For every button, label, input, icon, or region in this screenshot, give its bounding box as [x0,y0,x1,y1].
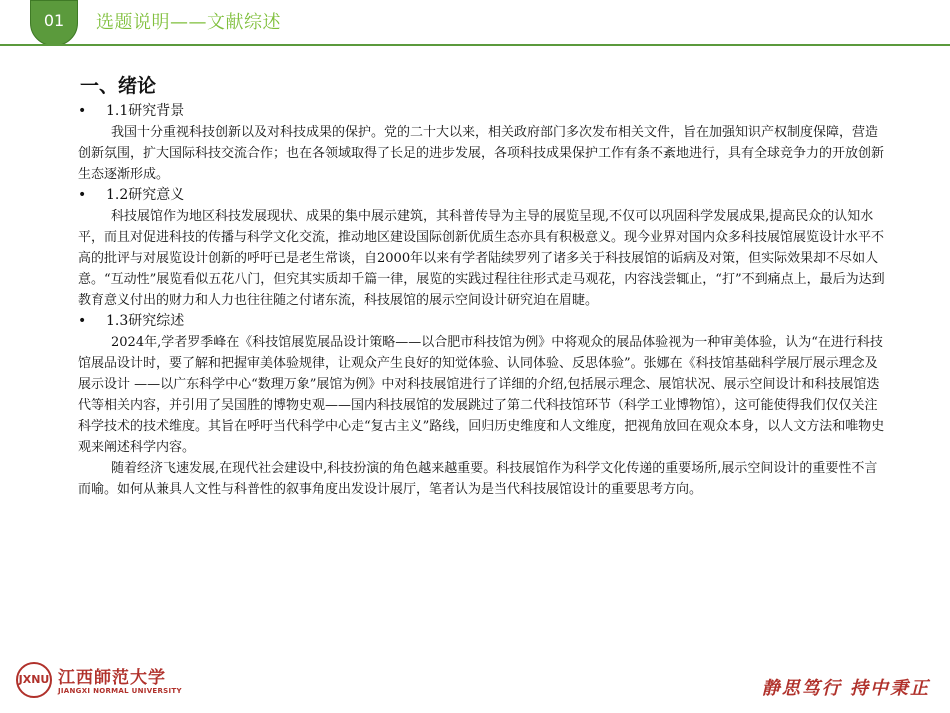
subsection-label-review: • 1.3研究综述 [78,311,888,332]
subsection-label-background: • 1.1研究背景 [78,101,888,122]
university-seal-icon: JXNU [16,662,52,698]
university-motto: 静思笃行 持中秉正 [761,678,930,699]
header-divider [0,44,950,46]
paragraph-background: 我国十分重视科技创新以及对科技成果的保护。党的二十大以来，相关政府部门多次发布相关文件，旨在加强知识产权制度保障，营造创新氛围，扩大国际科技交流合作；也在各领域取得了长足的进步发展，各项科技成果保护工作有条不紊地进行，具有全球竞争力的开放创新生态逐渐形成。 [78,125,885,182]
subsection-label-significance: • 1.2研究意义 [78,185,888,206]
content-body [78,74,888,500]
slide-title: 选题说明——文献综述 [96,12,281,33]
university-logo [16,660,182,704]
paragraph-review-2: 随着经济飞速发展,在现代社会建设中,科技扮演的角色越来越重要。科技展馆作为科学文化传递的重要场所,展示空间设计的重要性不言而喻。如何从兼具人文性与科普性的叙事角度出发设计展厅，笔者认为是当代科技展馆设计的重要思考方向。 [78,461,878,497]
paragraph-review-1: 2024年,学者罗季峰在《科技馆展览展品设计策略——以合肥市科技馆为例》中将观众的展品体验视为一种审美体验，认为“在进行科技馆展品设计时，要了解和把握审美体验规律，让观众产生良好的知觉体验、认同体验、反思体验”。张娜在《科技馆基础科学展厅展示理念及展示设计 ——以广东科学中心“数理万象”展馆为例》中对科技展馆进行了详细的介绍,包括展示理念、展馆状况、展示空间设计和科技展馆迭代等相关内容，并引用了吴国胜的博物史观——国内科技展馆的发展跳过了第二代科技馆环节（科学工业博物馆），这可能使得我们仅仅关注科学技术的技术维度。其旨在呼吁当代科学中心走“复古主义”路线，回归历史维度和人文维度，把视角放回在观众本身，以人文方法和唯物史观来阐述科学内容。 [78,335,885,455]
university-name-cn: 江西師范大学 [58,668,166,688]
university-name-en: JIANGXI NORMAL UNIVERSITY [58,687,182,695]
paragraph-significance: 科技展馆作为地区科技发展现状、成果的集中展示建筑，其科普传导为主导的展览呈现,不仅可以巩固科学发展成果,提高民众的认知水平，而且对促进科技的传播与科学文化交流，推动地区建设国际创新优质生态亦具有积极意义。现今业界对国内众多科技展馆展览设计水平不高的批评与对展览设计创新的呼吁已是老生常谈，自2000年以来有学者陆续罗列了诸多关于科技展馆的诟病及对策，但实际效果却不尽如人意。“互动性”展览看似五花八门，但究其实质却千篇一律，展览的实践过程往往形式走马观花，内容浅尝辄止，“打”不到痛点上，最后为达到教育意义付出的财力和人力也往往随之付诸东流，科技展馆的展示空间设计研究迫在眉睫。 [78,209,885,308]
slide-number-badge: 01 [30,0,78,46]
section-heading: 一、绪论 [80,75,157,97]
